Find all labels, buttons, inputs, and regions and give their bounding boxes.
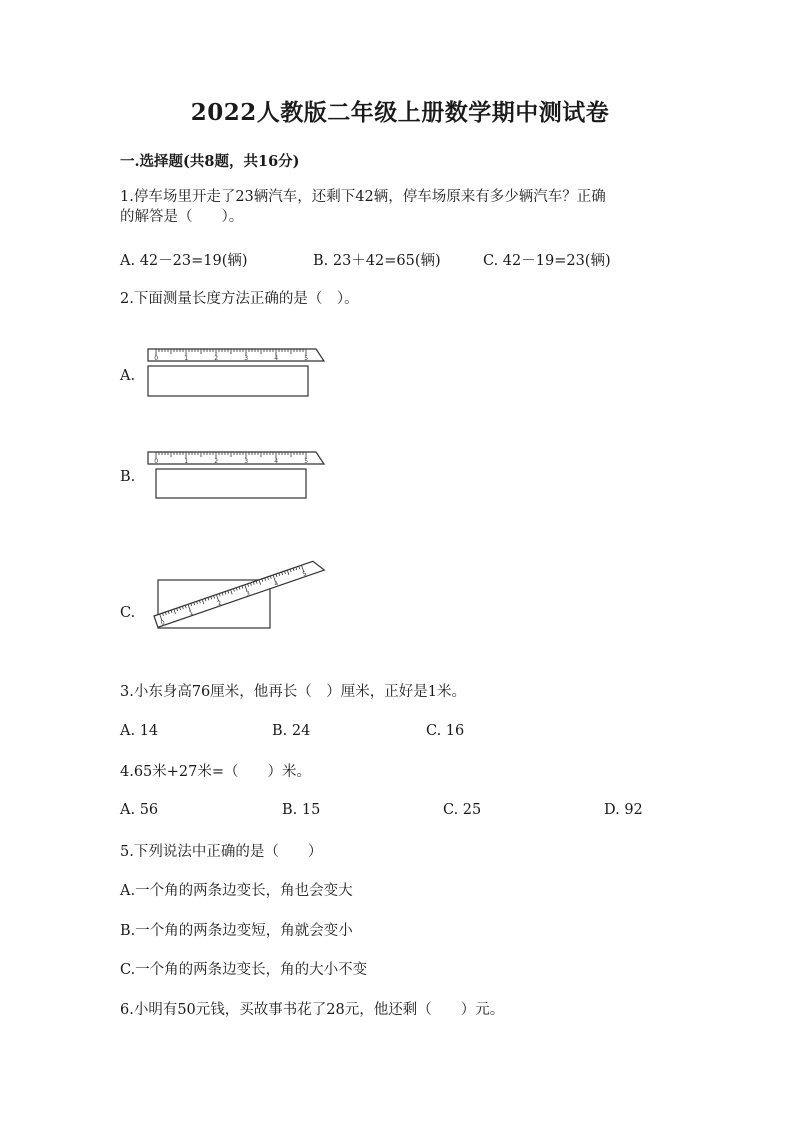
question-3-option-a: A. 14 — [120, 723, 159, 739]
section-heading: 一.选择题(共8题，共16分) — [120, 153, 300, 170]
question-4-stem: 4.65米+27米=（ ）米。 — [120, 764, 312, 780]
question-1-option-a: A. 42－23=19(辆) — [120, 253, 248, 269]
question-3-option-c: C. 16 — [426, 723, 465, 739]
question-2-option-b-label: B. — [120, 469, 136, 485]
question-2-option-c-label: C. — [120, 605, 136, 621]
figure-b-ruler-measure — [140, 447, 330, 505]
ruler-number: 4 — [274, 458, 279, 465]
question-6-stem: 6.小明有50元钱，买故事书花了28元，他还剩（ ）元。 — [120, 1002, 505, 1018]
ruler-number: 5 — [304, 355, 309, 362]
ruler-number: 3 — [244, 355, 249, 362]
question-4-option-b: B. 15 — [282, 802, 321, 818]
figure-c-ruler-measure — [140, 552, 330, 636]
question-1-option-b: B. 23＋42=65(辆) — [313, 253, 441, 269]
ruler-number: 4 — [273, 579, 280, 588]
ruler-number: 5 — [301, 570, 308, 579]
ruler-number: 4 — [274, 355, 279, 362]
ruler-number: 1 — [188, 609, 195, 618]
question-1-stem-line1: 1.停车场里开走了23辆汽车，还剩下42辆，停车场原来有多少辆汽车？正确 — [120, 189, 606, 205]
question-4-option-c: C. 25 — [443, 802, 482, 818]
ruler-icon — [148, 452, 324, 465]
ruler-number: 0 — [154, 355, 159, 362]
question-5-option-b: B.一个角的两条边变短，角就会变小 — [120, 923, 353, 939]
ruler-number: 1 — [184, 458, 189, 465]
question-2-option-a-label: A. — [120, 368, 136, 384]
question-5-option-a: A.一个角的两条边变长，角也会变大 — [120, 883, 353, 899]
measured-rectangle — [156, 469, 306, 498]
question-1-option-c: C. 42－19=23(辆) — [483, 253, 611, 269]
question-2-stem: 2.下面测量长度方法正确的是（ ）。 — [120, 291, 359, 307]
question-4-option-a: A. 56 — [120, 802, 159, 818]
question-4-option-d: D. 92 — [604, 802, 643, 818]
ruler-number: 1 — [184, 355, 189, 362]
ruler-number: 3 — [244, 458, 249, 465]
question-5-stem: 5.下列说法中正确的是（ ） — [120, 844, 323, 860]
page-title: 2022人教版二年级上册数学期中测试卷 — [190, 99, 610, 126]
ruler-number: 2 — [214, 458, 219, 465]
ruler-number: 3 — [245, 589, 251, 598]
ruler-number: 2 — [216, 599, 223, 608]
ruler-number: 0 — [159, 619, 166, 627]
measured-rectangle — [148, 366, 308, 396]
question-5-option-c: C.一个角的两条边变长，角的大小不变 — [120, 962, 368, 978]
question-1-stem-line2: 的解答是（ ）。 — [120, 209, 244, 225]
figure-a-ruler-measure — [140, 344, 330, 402]
ruler-number: 2 — [214, 355, 219, 362]
ruler-number: 5 — [304, 458, 309, 465]
question-3-option-b: B. 24 — [272, 723, 311, 739]
question-3-stem: 3.小东身高76厘米，他再长（ ）厘米，正好是1米。 — [120, 684, 467, 700]
ruler-number: 0 — [154, 458, 159, 465]
ruler-icon — [148, 349, 324, 362]
